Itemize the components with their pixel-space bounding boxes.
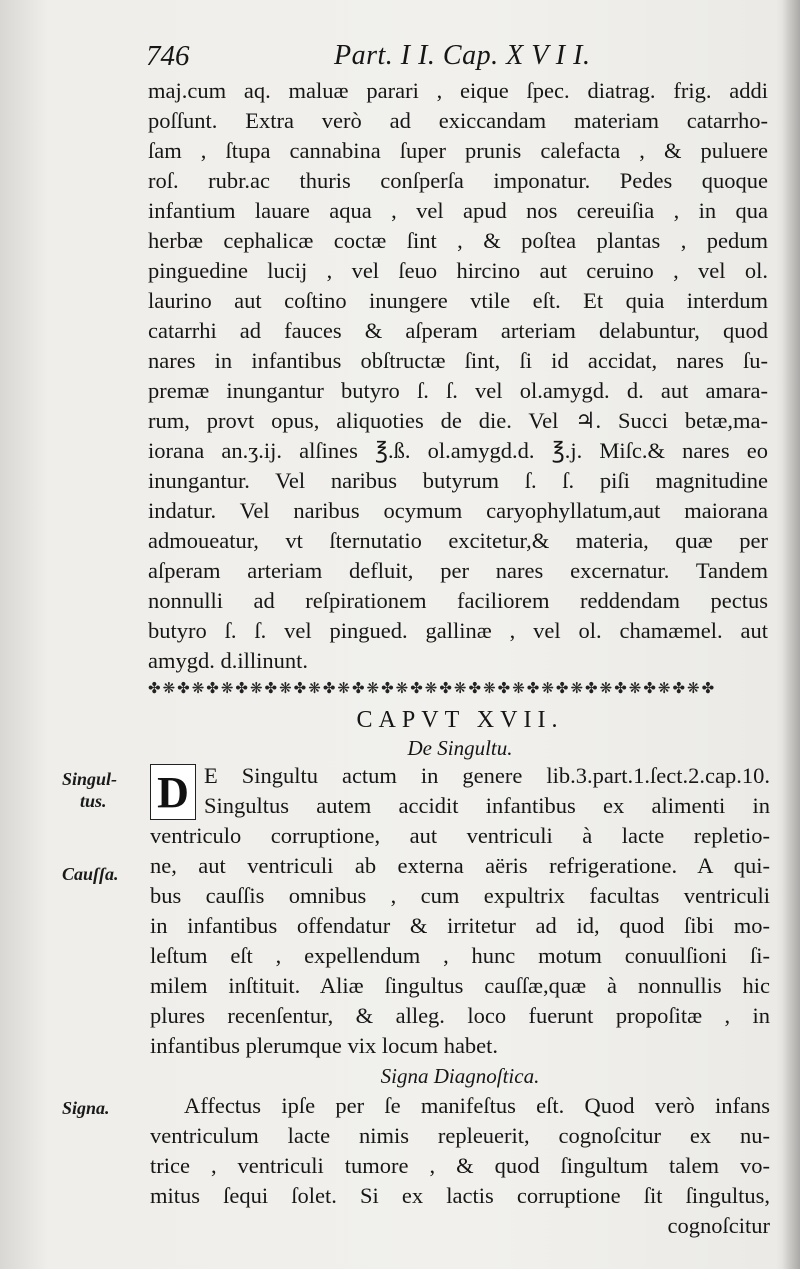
- text-line: E Singultu actum in genere lib.3.part.1.ſect.2.cap.10.: [204, 763, 770, 788]
- text-line: bus cauſſis omnibus , cum expultrix facultas ventriculi: [150, 883, 770, 908]
- running-head: Part. I I. Cap. X V I I.: [334, 40, 591, 71]
- text-line: inungantur. Vel naribus butyrum ſ. ſ. piſi magnitudine: [148, 468, 768, 493]
- margin-note-signa: Signa.: [62, 1098, 110, 1118]
- margin-note-singultus: [62, 768, 117, 812]
- dropcap-initial: D: [150, 764, 196, 820]
- page-header: [146, 40, 766, 80]
- text-line: butyro ſ. ſ. vel pingued. gallinæ , vel ol. chamæmel. aut: [148, 618, 768, 643]
- text-line: ventriculo corruptione, aut ventriculi à lacte repletio-: [150, 823, 770, 848]
- text-line: Affectus ipſe per ſe manifeſtus eſt. Quod verò infans: [184, 1093, 770, 1118]
- text-line: pinguedine lucij , vel ſeuo hircino aut ceruino , vel ol.: [148, 258, 768, 283]
- text-line: amygd. d.illinunt.: [148, 648, 308, 673]
- text-line: premæ inungantur butyro ſ. ſ. vel ol.amygd. d. aut amara-: [148, 378, 768, 403]
- chapter-title: CAPVT XVII.: [356, 707, 564, 733]
- chapter-subtitle: De Singultu.: [407, 736, 513, 760]
- margin-note-line: tus.: [80, 791, 107, 811]
- page-number: 746: [146, 40, 190, 72]
- text-line: roſ. rubr.ac thuris conſperſa imponatur. Pedes quoque: [148, 168, 768, 193]
- chapter-text: [150, 761, 770, 1241]
- text-line: maj.cum aq. maluæ parari , eique ſpec. diatrag. frig. addi: [148, 78, 768, 103]
- text-line: in infantibus offendatur & irritetur ad id, quod ſibi mo-: [150, 913, 770, 938]
- text-line: ne, aut ventriculi ab externa aëris refrigeratione. A qui-: [150, 853, 770, 878]
- margin-note-line: Singul-: [62, 769, 118, 789]
- text-line: mitus ſequi ſolet. Si ex lactis corruptione ſit ſingultus,: [150, 1183, 770, 1208]
- text-line: trice , ventriculi tumore , & quod ſingultum talem vo-: [150, 1153, 770, 1178]
- text-line: nonnulli ad reſpirationem faciliorem reddendam pectus: [148, 588, 768, 613]
- text-line: leſtum eſt , expellendum , hunc motum conuulſioni ſi-: [150, 943, 770, 968]
- text-line: aſperam arteriam defluit, per nares excernatur. Tandem: [148, 558, 768, 583]
- text-line: infantium lauare aqua , vel apud nos cereuiſia , in qua: [148, 198, 768, 223]
- text-line: Singultus autem accidit infantibus ex alimenti in: [204, 793, 770, 818]
- text-line: milem inſtituit. Aliæ ſingultus cauſſæ,quæ à nonnullis hic: [150, 973, 770, 998]
- text-line: herbæ cephalicæ coctæ ſint , & poſtea plantas , pedum: [148, 228, 768, 253]
- section-heading: Signa Diagnoſtica.: [380, 1064, 540, 1088]
- text-line: plures recenſentur, & alleg. loco fuerunt propoſitæ , in: [150, 1003, 770, 1028]
- page-gutter-shadow: [782, 0, 800, 1269]
- text-line: indatur. Vel naribus ocymum caryophyllatum,aut maiorana: [148, 498, 768, 523]
- text-line: ventriculum lacte nimis repleuerit, cognoſcitur ex nu-: [150, 1123, 770, 1148]
- margin-note-caussa: Cauſſa.: [62, 864, 119, 884]
- decorative-ornament-band: ✤❋✤❋✤❋✤❋✤❋✤❋✤❋✤❋✤❋✤❋✤❋✤❋✤❋✤❋✤❋✤❋✤❋✤❋✤❋✤: [148, 681, 717, 697]
- text-line: ſam , ſtupa cannabina ſuper prunis calefacta , & puluere: [148, 138, 768, 163]
- text-line: infantibus plerumque vix locum habet.: [150, 1033, 499, 1058]
- previous-chapter-text: [148, 76, 768, 676]
- text-line: iorana an.ʒ.ij. alſines ℥.ß. ol.amygd.d. ℥.j. Miſc.& nares eo: [148, 438, 768, 463]
- text-line: admoueatur, vt ſternutatio excitetur,& materia, quæ per: [148, 528, 768, 553]
- text-line: poſſunt. Extra verò ad exiccandam materiam catarrho-: [148, 108, 768, 133]
- text-line: rum, provt opus, aliquoties de die. Vel ♃. Succi betæ,ma-: [148, 408, 768, 433]
- text-line: nares in infantibus obſtructæ ſint, ſi id accidat, nares ſu-: [148, 348, 768, 373]
- catchword: cognoſcitur: [667, 1213, 770, 1238]
- text-line: catarrhi ad fauces & aſperam arteriam delabuntur, quod: [148, 318, 768, 343]
- text-line: laurino aut coſtino inungere vtile eſt. Et quia interdum: [148, 288, 768, 313]
